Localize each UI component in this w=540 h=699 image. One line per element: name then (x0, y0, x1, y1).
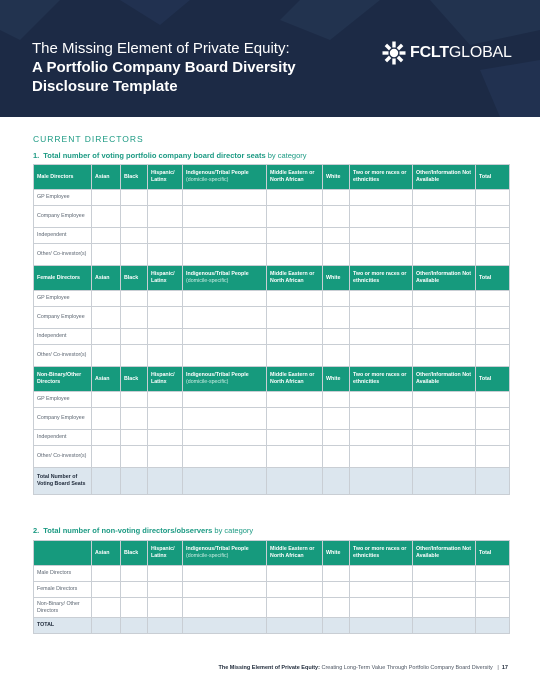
input-cell[interactable] (413, 228, 476, 244)
group-header-cell: Non-Binary/Other Directors (34, 367, 92, 392)
input-cell[interactable] (267, 392, 323, 408)
column-header-black: Black (121, 541, 148, 566)
input-cell[interactable] (350, 566, 413, 582)
column-header-two_more: Two or more races or ethnicities (350, 367, 413, 392)
table-row (34, 345, 510, 367)
input-cell[interactable] (476, 329, 510, 345)
table-row (34, 228, 510, 244)
input-cell[interactable] (183, 582, 267, 598)
input-cell[interactable] (148, 430, 183, 446)
input-cell[interactable] (148, 345, 183, 367)
table-row (34, 392, 510, 408)
input-cell[interactable] (183, 206, 267, 228)
input-cell[interactable] (92, 446, 121, 468)
input-cell[interactable] (476, 244, 510, 266)
input-cell[interactable] (183, 408, 267, 430)
column-header-note: (domicile-specific) (186, 177, 229, 183)
input-cell[interactable] (413, 618, 476, 634)
input-cell[interactable] (476, 228, 510, 244)
input-cell[interactable] (92, 392, 121, 408)
input-cell[interactable] (267, 408, 323, 430)
column-header-other_info: Other/Information Not Available (413, 367, 476, 392)
input-cell[interactable] (92, 598, 121, 618)
input-cell[interactable] (350, 291, 413, 307)
input-cell[interactable] (148, 446, 183, 468)
input-cell[interactable] (413, 468, 476, 495)
input-cell[interactable] (413, 329, 476, 345)
input-cell[interactable] (413, 430, 476, 446)
column-header-asian: Asian (92, 367, 121, 392)
input-cell[interactable] (323, 408, 350, 430)
input-cell[interactable] (183, 430, 267, 446)
column-header-total: Total (476, 266, 510, 291)
row-label: Other/ Co-investor(s) (34, 446, 92, 468)
column-header-white: White (323, 266, 350, 291)
input-cell[interactable] (476, 345, 510, 367)
table-row (34, 307, 510, 329)
row-label: Independent (34, 430, 92, 446)
input-cell[interactable] (92, 244, 121, 266)
column-header-white: White (323, 367, 350, 392)
input-cell[interactable] (92, 329, 121, 345)
input-cell[interactable] (323, 244, 350, 266)
input-cell[interactable] (350, 329, 413, 345)
input-cell[interactable] (267, 244, 323, 266)
input-cell[interactable] (148, 598, 183, 618)
input-cell[interactable] (267, 618, 323, 634)
input-cell[interactable] (476, 206, 510, 228)
input-cell[interactable] (323, 566, 350, 582)
column-header-two_more: Two or more races or ethnicities (350, 541, 413, 566)
column-header-hispanic: Hispanic/ Latinx (148, 541, 183, 566)
input-cell[interactable] (148, 329, 183, 345)
input-cell[interactable] (323, 446, 350, 468)
input-cell[interactable] (350, 307, 413, 329)
input-cell[interactable] (121, 206, 148, 228)
input-cell[interactable] (121, 566, 148, 582)
input-cell[interactable] (92, 345, 121, 367)
input-cell[interactable] (183, 307, 267, 329)
input-cell[interactable] (183, 190, 267, 206)
input-cell[interactable] (350, 468, 413, 495)
column-header-label: Indigenous/Tribal People (186, 372, 249, 379)
column-header-label: Indigenous/Tribal People (186, 271, 249, 278)
input-cell[interactable] (476, 618, 510, 634)
input-cell[interactable] (183, 228, 267, 244)
input-cell[interactable] (350, 598, 413, 618)
input-cell[interactable] (413, 598, 476, 618)
input-cell[interactable] (148, 566, 183, 582)
input-cell[interactable] (350, 582, 413, 598)
column-header-two_more: Two or more races or ethnicities (350, 165, 413, 190)
input-cell[interactable] (413, 307, 476, 329)
table-header-row (34, 165, 510, 190)
question-2-title: 2. Total number of non-voting directors/observers by category (33, 526, 254, 535)
input-cell[interactable] (476, 408, 510, 430)
input-cell[interactable] (350, 244, 413, 266)
column-header-asian: Asian (92, 266, 121, 291)
input-cell[interactable] (267, 446, 323, 468)
input-cell[interactable] (413, 408, 476, 430)
input-cell[interactable] (148, 228, 183, 244)
section-title: CURRENT DIRECTORS (33, 134, 144, 144)
table-row (34, 190, 510, 206)
input-cell[interactable] (92, 206, 121, 228)
input-cell[interactable] (323, 228, 350, 244)
input-cell[interactable] (323, 582, 350, 598)
row-label: Company Employee (34, 307, 92, 329)
column-header-hispanic: Hispanic/ Latinx (148, 165, 183, 190)
total-row (34, 618, 510, 634)
title-line-2: A Portfolio Company Board Diversity (32, 59, 296, 76)
input-cell[interactable] (323, 618, 350, 634)
input-cell[interactable] (121, 618, 148, 634)
table-row (34, 582, 510, 598)
column-header-asian: Asian (92, 541, 121, 566)
column-header-note: (domicile-specific) (186, 379, 229, 385)
input-cell[interactable] (267, 329, 323, 345)
input-cell[interactable] (267, 206, 323, 228)
column-header-black: Black (121, 367, 148, 392)
input-cell[interactable] (92, 307, 121, 329)
input-cell[interactable] (92, 408, 121, 430)
input-cell[interactable] (323, 307, 350, 329)
column-header-label: Indigenous/Tribal People (186, 170, 249, 177)
input-cell[interactable] (350, 190, 413, 206)
input-cell[interactable] (323, 329, 350, 345)
row-label: Company Employee (34, 408, 92, 430)
input-cell[interactable] (121, 582, 148, 598)
column-header-white: White (323, 541, 350, 566)
input-cell[interactable] (350, 430, 413, 446)
input-cell[interactable] (323, 206, 350, 228)
input-cell[interactable] (92, 618, 121, 634)
table-row (34, 446, 510, 468)
row-label: Non-Binary/ Other Directors (34, 598, 92, 618)
table-row (34, 598, 510, 618)
column-header-mena: Middle Eastern or North African (267, 266, 323, 291)
logo-wordmark: FCLTGLOBAL (410, 44, 512, 61)
input-cell[interactable] (476, 566, 510, 582)
column-header-mena: Middle Eastern or North African (267, 367, 323, 392)
input-cell[interactable] (92, 430, 121, 446)
input-cell[interactable] (121, 430, 148, 446)
row-label: Other/ Co-investor(s) (34, 345, 92, 367)
input-cell[interactable] (413, 244, 476, 266)
total-label: TOTAL (34, 618, 92, 634)
input-cell[interactable] (267, 598, 323, 618)
column-header-hispanic: Hispanic/ Latinx (148, 266, 183, 291)
input-cell[interactable] (148, 392, 183, 408)
input-cell[interactable] (267, 291, 323, 307)
input-cell[interactable] (267, 430, 323, 446)
table-row (34, 430, 510, 446)
row-label: Other/ Co-investor(s) (34, 244, 92, 266)
input-cell[interactable] (476, 392, 510, 408)
input-cell[interactable] (148, 206, 183, 228)
column-header-black: Black (121, 165, 148, 190)
fcltglobal-logo (382, 41, 512, 65)
input-cell[interactable] (350, 206, 413, 228)
input-cell[interactable] (183, 392, 267, 408)
input-cell[interactable] (323, 468, 350, 495)
table-row (34, 244, 510, 266)
row-label: Independent (34, 329, 92, 345)
input-cell[interactable] (476, 468, 510, 495)
input-cell[interactable] (413, 566, 476, 582)
total-label: Total Number of Voting Board Seats (34, 468, 92, 495)
input-cell[interactable] (121, 228, 148, 244)
page-footer: The Missing Element of Private Equity: Creating Long-Term Value Through Portfolio Company Board Diversity | 17 (218, 665, 508, 671)
table-row (34, 291, 510, 307)
table-row (34, 206, 510, 228)
column-header-total: Total (476, 165, 510, 190)
input-cell[interactable] (267, 307, 323, 329)
input-cell[interactable] (350, 392, 413, 408)
input-cell[interactable] (121, 244, 148, 266)
input-cell[interactable] (476, 446, 510, 468)
column-header-indigenous (183, 367, 267, 392)
input-cell[interactable] (92, 190, 121, 206)
non-voting-table (33, 540, 510, 634)
input-cell[interactable] (267, 468, 323, 495)
input-cell[interactable] (323, 190, 350, 206)
input-cell[interactable] (183, 244, 267, 266)
input-cell[interactable] (476, 190, 510, 206)
column-header-note: (domicile-specific) (186, 553, 229, 559)
input-cell[interactable] (148, 244, 183, 266)
row-label: Female Directors (34, 582, 92, 598)
table-header-row (34, 266, 510, 291)
input-cell[interactable] (148, 190, 183, 206)
input-cell[interactable] (183, 329, 267, 345)
input-cell[interactable] (148, 291, 183, 307)
input-cell[interactable] (413, 582, 476, 598)
page-header (0, 0, 540, 117)
input-cell[interactable] (267, 582, 323, 598)
input-cell[interactable] (413, 206, 476, 228)
input-cell[interactable] (121, 392, 148, 408)
input-cell[interactable] (121, 345, 148, 367)
input-cell[interactable] (476, 291, 510, 307)
input-cell[interactable] (350, 408, 413, 430)
input-cell[interactable] (476, 598, 510, 618)
input-cell[interactable] (183, 566, 267, 582)
input-cell[interactable] (413, 446, 476, 468)
input-cell[interactable] (92, 291, 121, 307)
input-cell[interactable] (413, 291, 476, 307)
input-cell[interactable] (413, 345, 476, 367)
input-cell[interactable] (121, 468, 148, 495)
input-cell[interactable] (350, 618, 413, 634)
row-label: GP Employee (34, 190, 92, 206)
input-cell[interactable] (350, 345, 413, 367)
column-header-mena: Middle Eastern or North African (267, 541, 323, 566)
total-row (34, 468, 510, 495)
column-header-other_info: Other/Information Not Available (413, 266, 476, 291)
column-header-two_more: Two or more races or ethnicities (350, 266, 413, 291)
input-cell[interactable] (267, 190, 323, 206)
input-cell[interactable] (148, 408, 183, 430)
input-cell[interactable] (267, 345, 323, 367)
voting-seats-table (33, 164, 510, 495)
input-cell[interactable] (267, 566, 323, 582)
input-cell[interactable] (121, 598, 148, 618)
column-header-total: Total (476, 367, 510, 392)
input-cell[interactable] (183, 598, 267, 618)
logo-star-icon (382, 41, 406, 65)
input-cell[interactable] (148, 582, 183, 598)
input-cell[interactable] (92, 566, 121, 582)
input-cell[interactable] (323, 392, 350, 408)
input-cell[interactable] (183, 468, 267, 495)
table-header-row (34, 367, 510, 392)
input-cell[interactable] (323, 430, 350, 446)
input-cell[interactable] (121, 329, 148, 345)
group-header-cell (34, 541, 92, 566)
input-cell[interactable] (476, 582, 510, 598)
column-header-indigenous (183, 541, 267, 566)
table-header-row (34, 541, 510, 566)
row-label: Male Directors (34, 566, 92, 582)
column-header-other_info: Other/Information Not Available (413, 541, 476, 566)
title-line-3: Disclosure Template (32, 78, 178, 95)
input-cell[interactable] (323, 291, 350, 307)
input-cell[interactable] (121, 408, 148, 430)
input-cell[interactable] (267, 228, 323, 244)
input-cell[interactable] (183, 345, 267, 367)
input-cell[interactable] (183, 446, 267, 468)
input-cell[interactable] (183, 618, 267, 634)
title-line-1: The Missing Element of Private Equity: (32, 40, 290, 57)
column-header-label: Indigenous/Tribal People (186, 546, 249, 553)
input-cell[interactable] (92, 468, 121, 495)
row-label: GP Employee (34, 392, 92, 408)
input-cell[interactable] (350, 446, 413, 468)
input-cell[interactable] (148, 468, 183, 495)
table-row (34, 566, 510, 582)
column-header-mena: Middle Eastern or North African (267, 165, 323, 190)
column-header-total: Total (476, 541, 510, 566)
column-header-white: White (323, 165, 350, 190)
input-cell[interactable] (121, 307, 148, 329)
input-cell[interactable] (183, 291, 267, 307)
column-header-indigenous (183, 165, 267, 190)
question-1-title: 1. Total number of voting portfolio company board director seats by category (33, 151, 307, 160)
input-cell[interactable] (413, 190, 476, 206)
input-cell[interactable] (121, 190, 148, 206)
input-cell[interactable] (323, 598, 350, 618)
input-cell[interactable] (148, 307, 183, 329)
column-header-black: Black (121, 266, 148, 291)
group-header-cell: Male Directors (34, 165, 92, 190)
table-row (34, 329, 510, 345)
row-label: Company Employee (34, 206, 92, 228)
input-cell[interactable] (476, 307, 510, 329)
column-header-note: (domicile-specific) (186, 278, 229, 284)
column-header-indigenous (183, 266, 267, 291)
input-cell[interactable] (323, 345, 350, 367)
column-header-asian: Asian (92, 165, 121, 190)
input-cell[interactable] (121, 291, 148, 307)
row-label: Independent (34, 228, 92, 244)
input-cell[interactable] (92, 228, 121, 244)
table-row (34, 408, 510, 430)
input-cell[interactable] (92, 582, 121, 598)
group-header-cell: Female Directors (34, 266, 92, 291)
row-label: GP Employee (34, 291, 92, 307)
input-cell[interactable] (350, 228, 413, 244)
column-header-hispanic: Hispanic/ Latinx (148, 367, 183, 392)
input-cell[interactable] (413, 392, 476, 408)
column-header-other_info: Other/Information Not Available (413, 165, 476, 190)
input-cell[interactable] (476, 430, 510, 446)
input-cell[interactable] (148, 618, 183, 634)
input-cell[interactable] (121, 446, 148, 468)
